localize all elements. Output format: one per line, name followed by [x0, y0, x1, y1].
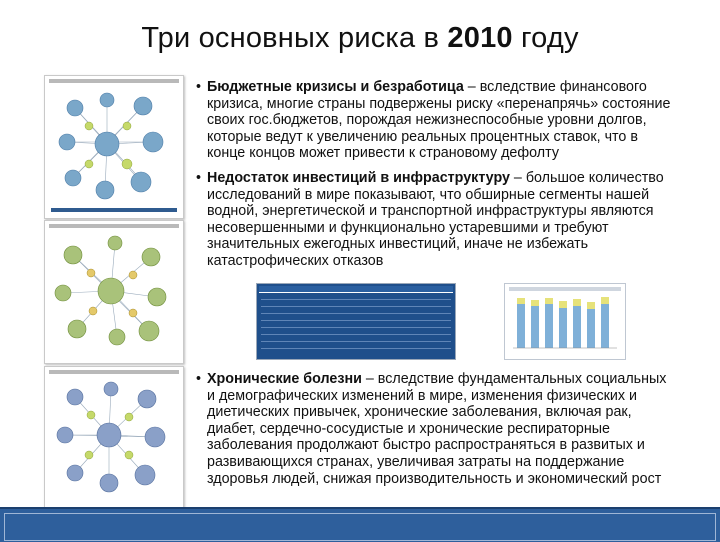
- table-thumbnail: [256, 283, 456, 360]
- network-diagram-icon: [45, 86, 183, 216]
- bullet-marker: •: [196, 169, 202, 186]
- table-row: [261, 316, 451, 321]
- bullet-marker: •: [196, 371, 202, 387]
- bullet-heading: Бюджетные кризисы и безработица: [207, 79, 464, 95]
- network-diagram-thumbnail-2: [44, 220, 184, 364]
- bar-chart-thumbnail: [504, 283, 626, 360]
- bullet-item-chronic-disease: [196, 371, 676, 487]
- bullet-list-bottom: [196, 371, 676, 487]
- bullet-heading: Хронические болезни: [207, 371, 362, 387]
- bullet-list-top: [196, 79, 676, 270]
- bullet-marker: •: [196, 79, 202, 95]
- thumbnail-header: [49, 224, 179, 228]
- table-row: [261, 295, 451, 300]
- title-suffix: году: [512, 22, 579, 54]
- table-header: [259, 286, 453, 293]
- bullet-heading: Недостаток инвестиций в инфраструктуру: [207, 169, 510, 186]
- bullet-text: – большое количество исследований в мире показывают, что обширные сегменты нашей водной, энергетической и транспортной инфраструктуры являются несовершенными и функционально устаревшими и требуют значительных ежегодных инвестиций, иначе не избежать катастрофических отказов: [207, 169, 664, 269]
- table-row: [261, 330, 451, 335]
- table-row: [261, 323, 451, 328]
- network-diagram-icon: [45, 377, 183, 507]
- table-row: [261, 302, 451, 307]
- network-diagram-thumbnail-3: [44, 366, 184, 510]
- table-row: [261, 344, 451, 349]
- network-diagram-icon: [45, 231, 183, 361]
- table-row: [261, 309, 451, 314]
- bullet-text: – вследствие финансового кризиса, многие страны подвержены риску «перенапрячь» состояние своих гос.бюджетов, порождая нежизнеспособные уровни долгов, которые ведут к увеличению реальных процентных ставок, что в конце концов может привести к страновому дефолту: [207, 79, 671, 162]
- thumbnail-header: [49, 370, 179, 374]
- network-diagram-thumbnail-1: [44, 75, 184, 219]
- bullet-item-budget: [196, 79, 676, 162]
- bullet-text: – вследствие фундаментальных социальных и демографических изменений в мире, изменения физических и диетических привычек, хронические заболевания, включая рак, диабет, сердечно-сосудистые и хронические респираторные заболевания продолжают быстро распространяться в развитых и развивающихся странах, увеличивая затраты на поддержание здоровья людей, снижая производительность и экономический рост: [207, 371, 667, 487]
- footer-inner-frame: [4, 513, 716, 541]
- title-year: 2010: [447, 22, 513, 54]
- footer-bar: [0, 507, 720, 542]
- title-prefix: Три основных риска в: [141, 22, 448, 54]
- bullet-item-infrastructure: [196, 170, 676, 270]
- slide-title: [0, 22, 720, 55]
- bar-chart-icon: [505, 284, 625, 359]
- thumbnail-header: [49, 79, 179, 83]
- table-row: [261, 337, 451, 342]
